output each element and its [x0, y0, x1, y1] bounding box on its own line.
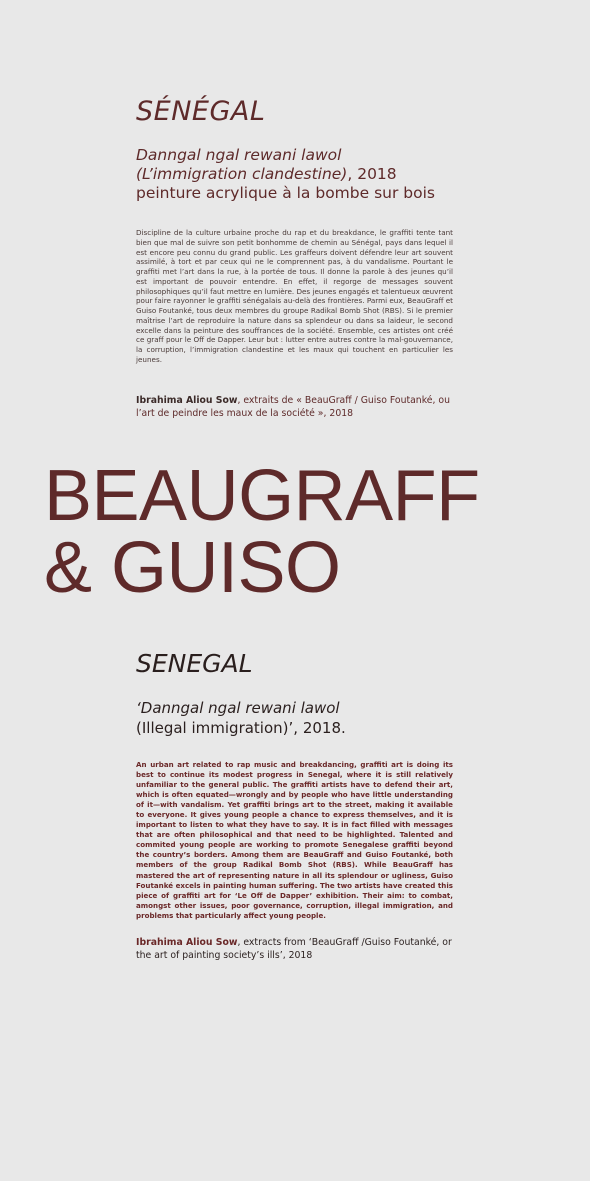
- french-credit-author: Ibrahima Aliou Sow: [136, 395, 238, 406]
- english-country-heading: SENEGAL: [136, 649, 253, 678]
- main-title: [44, 456, 480, 608]
- french-credit-text: , extraits de « BeauGraff / Guiso Foutanké, ou l’art de peindre les maux de la société », 2018: [136, 395, 450, 419]
- french-work-year: , 2018: [347, 165, 397, 183]
- main-title-line1: BEAUGRAFF: [44, 456, 480, 536]
- french-work-title-line1: Danngal ngal rewani lawol: [136, 146, 342, 164]
- main-title-line2: & GUISO: [44, 528, 341, 608]
- french-country-heading: SÉNÉGAL: [136, 96, 266, 127]
- french-credit: [136, 395, 456, 420]
- french-body-text: Discipline de la culture urbaine proche du rap et du breakdance, le graffiti tente tant bien que mal de suivre son petit bonhomme de chemin au Sénégal, pays dans lequel il est encore peu connu du grand public. Les graffeurs doivent défendre leur art souvent assimilé, à tort et par ceux qui ne le comprennent pas, à du vandalisme. Pourtant le graffiti met l’art dans la rue, à la portée de tous. Il donne la parole à des jeunes qu’il est important de pouvoir entendre. En effet, il regorge de messages souvent philosophiques qu’il faut mettre en lumière. Des jeunes engagés et talentueux œuvrent pour faire rayonner le graffiti sénégalais au-delà des frontières. Parmi eux, BeauGraff et Guiso Foutanké, tous deux membres du groupe Radikal Bomb Shot (RBS). Si le premier maîtrise l’art de reproduire la nature dans sa splendeur ou dans sa laideur, le second excelle dans la peinture des souffrances de la société. Ensemble, ces artistes ont créé ce graff pour le Off de Dapper. Leur but : lutter entre autres contre la mal-gouvernance, la corruption, l’immigration clandestine et les maux qui touchent en particulier les jeunes.: [136, 228, 453, 364]
- english-credit: [136, 937, 456, 962]
- english-body-text: An urban art related to rap music and breakdancing, graffiti art is doing its best to continue its modest progress in Senegal, where it is still relatively unfamiliar to the general public. The graffiti artists have to defend their art, which is often equated—wrongly and by people who have little understanding of it—with vandalism. Yet graffiti brings art to the street, making it available to everyone. It gives young people a chance to express themselves, and it is important to listen to what they have to say. It is in fact filled with messages that are often philosophical and that need to be highlighted. Talented and commited young people are working to promote Senegalese graffiti beyond the country’s borders. Among them are BeauGraff and Guiso Foutanké, both members of the group Radikal Bomb Shot (RBS). While BeauGraff has mastered the art of representing nature in all its splendour or ugliness, Guiso Foutanké excels in painting human suffering. The two artists have created this piece of graffiti art for ‘Le Off de Dapper’ exhibition. Their aim: to combat, amongst other issues, poor governance, corruption, illegal immigration, and problems that particularly affect young people.: [136, 760, 453, 920]
- french-work-title-line2-wrapper: [136, 165, 466, 184]
- english-work-title-line2: (Illegal immigration)’, 2018.: [136, 719, 346, 737]
- english-work-title-line1: ‘Danngal ngal rewani lawol: [136, 699, 340, 717]
- english-credit-author: Ibrahima Aliou Sow: [136, 937, 238, 948]
- french-work-medium: peinture acrylique à la bombe sur bois: [136, 184, 435, 202]
- french-work-info: [136, 146, 466, 203]
- french-work-title-line2: (L’immigration clandestine): [136, 165, 348, 183]
- english-work-info: [136, 698, 466, 738]
- english-credit-text: , extracts from ‘BeauGraff /Guiso Foutanké, or the art of painting society’s ills’, 2018: [136, 937, 452, 961]
